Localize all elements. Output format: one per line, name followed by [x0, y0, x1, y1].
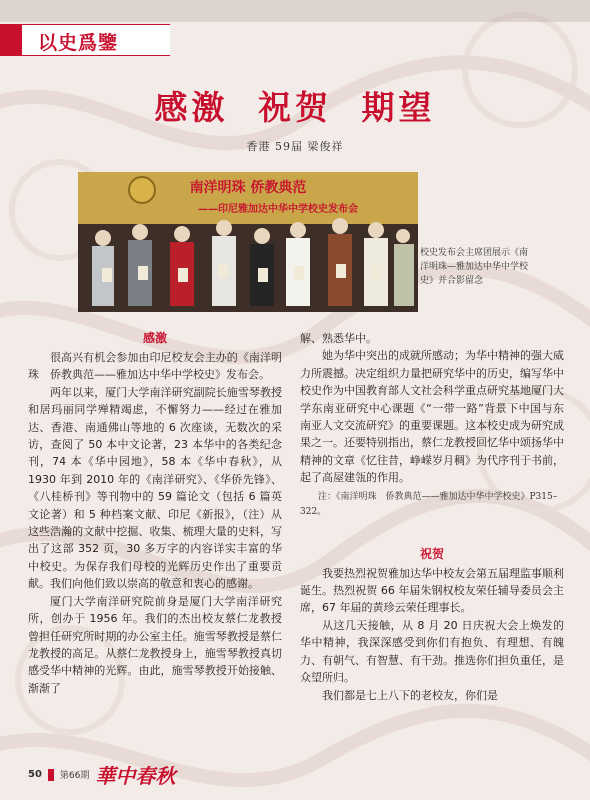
page-footer: [28, 760, 175, 789]
paragraph: 从这几天接触，从 8 月 20 日庆祝大会上焕发的华中精神，我深深感受到你们有抱负、有理想、有魄力、有朝气、有智慧、有干劲。推选你们担负重任，是众望所归。: [300, 618, 564, 685]
left-column: [28, 330, 282, 697]
paragraph: 很高兴有机会参加由印尼校友会主办的《南洋明珠 侨教典范——雅加达中华中学校史》发布会。: [28, 351, 282, 382]
photo-caption: 校史发布会主席团展示《南洋明珠—雅加达中华中学校史》并合影留念: [420, 248, 529, 286]
right-column: [300, 330, 564, 704]
photo-banner-line2: ——印尼雅加达中华中学校史发布会: [198, 204, 358, 215]
paragraph-continuation: 解、熟悉华中。: [300, 332, 377, 345]
paragraph: 我们都是七上八下的老校友，你们是: [322, 688, 498, 702]
paragraph: 我要热烈祝贺雅加达华中校友会第五届理监事顺利诞生。热烈祝贺 66 年届朱钢权校友荣任辅导委员会主席，67 年届的黄珍云荣任理事长。: [300, 566, 564, 615]
group-photo: [78, 172, 418, 312]
page-number: 50: [28, 769, 42, 780]
photo-banner-line1: 南洋明珠 侨教典范: [189, 180, 307, 196]
paragraph: 她为华中突出的成就所感动；为华中精神的强大威力所震撼。决定组织力量把研究华中的历史，编写华中校史作为中国教育部人文社会科学重点研究基地厦门大学东南亚研究中心课题《“一带一路”背景下中国与东南亚人文交流研究》的重要课题。这本校史成为研究成果之一。还要特别指出，蔡仁龙教授回忆华中颂扬华中精神的文章《忆往昔，峥嵘岁月稠》为代序刊于书前，起了高屋建瓴的作用。: [300, 349, 564, 485]
section-tab-label: 以史爲鑒: [38, 32, 119, 54]
paragraph: 厦门大学南洋研究院前身是厦门大学南洋研究所，创办于 1956 年。我们的杰出校友蔡仁龙教授曾担任研究所时期的办公室主任。施雪琴教授是蔡仁龙教授的高足。从蔡仁龙教授身上，施雪琴教授真切感受华中精神的光辉。由此，施雪琴教授开始接触、渐渐了: [28, 594, 282, 695]
subhead-congratulations: 祝贺: [419, 546, 444, 561]
magazine-logo: 華中春秋: [95, 764, 176, 788]
article-title: 感激 祝贺 期望: [154, 88, 436, 127]
section-tab: [0, 24, 170, 56]
paragraph: 两年以来，厦门大学南洋研究副院长施雪琴教授和居玛丽同学殚精竭虑，不懈努力——经过在雅加达、香港、南通佛山等地的 6 次座谈，无数次的采访，查阅了 50 本中文论著，23 本华中的各类纪念刊，74 本《华中园地》，58 本《华中春秋》，从 1930 年到 2010 年的《南洋研究》、《华侨先锋》、《八桂桥刊》等刊物中的 59 篇论文（包括 6 篇英文论著）和 5 种档案文献、印尼《新报》，（注）从这些浩瀚的文献中挖掘、收集、梳理大量的史料，写出了这部 352 页，30 多万字的内容详实丰富的华中校史。为保存我们母校的光辉历史作出了重要贡献。我们向他们致以崇高的敬意和衷心的感谢。: [28, 385, 282, 591]
issue-number: 第66期: [59, 771, 90, 781]
footer-separator: [48, 769, 54, 781]
article-byline: 香港 59届 梁俊祥: [246, 140, 344, 153]
section-tab-marker: [0, 25, 22, 55]
footnote: 注：《南洋明珠 侨教典范——雅加达中华中学校史》P315–322。: [300, 491, 558, 517]
top-band: [0, 0, 590, 22]
subhead-gratitude: 感激: [142, 331, 167, 345]
